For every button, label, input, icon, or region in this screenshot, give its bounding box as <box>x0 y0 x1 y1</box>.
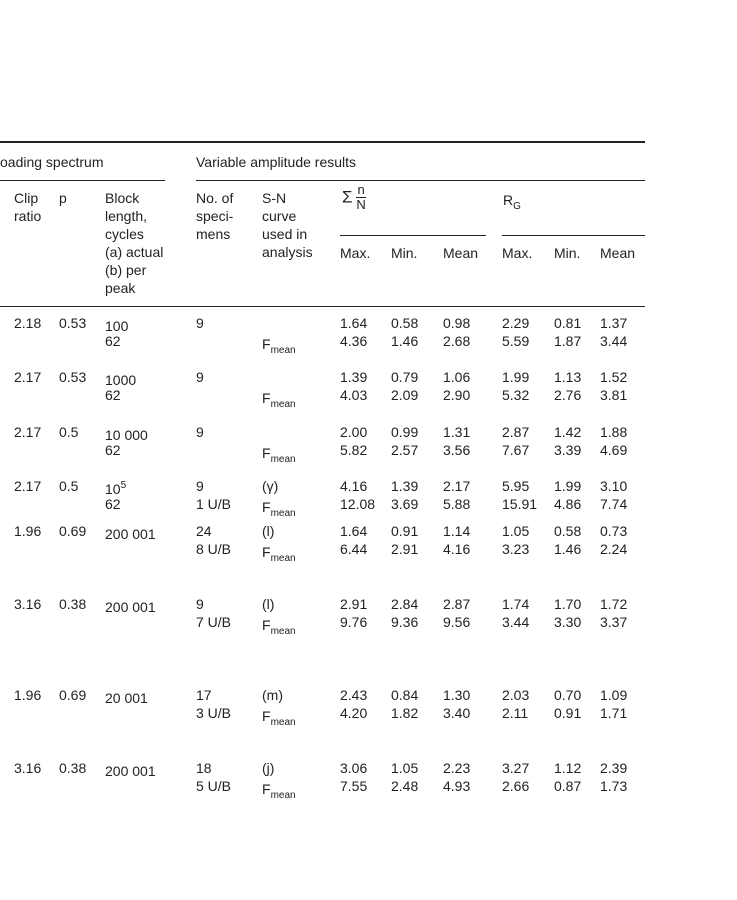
no-specimens-header-line: No. of <box>196 190 234 206</box>
sum-n-over-n-max-cell: 4.36 <box>340 333 368 349</box>
p-cell: 0.53 <box>59 315 87 331</box>
block-length-actual-cell <box>105 759 156 780</box>
sum-n-over-n-min-cell: 9.36 <box>391 614 419 630</box>
sn-curve-name-main: F <box>262 445 271 461</box>
block-length-actual-value: 10 <box>105 481 121 497</box>
sum-n-over-n-mean-cell: 3.56 <box>443 442 471 458</box>
block-length-header-line: length, <box>105 208 148 224</box>
sum-n-over-n-max-cell: 1.64 <box>340 523 368 539</box>
rg-mean-cell: 0.73 <box>600 523 628 539</box>
sn-curve-name-cell <box>262 780 296 805</box>
sn-curve-name-main: F <box>262 617 271 633</box>
sum-n-over-n-min-cell: 2.48 <box>391 778 419 794</box>
sn-curve-ref-cell: (γ) <box>262 478 279 494</box>
sum-n-over-n-max-cell: 2.00 <box>340 424 368 440</box>
rg-min-header: Min. <box>554 245 581 261</box>
sn-curve-name-sub: mean <box>270 790 296 801</box>
p-cell: 0.69 <box>59 523 87 539</box>
sum-n-over-n-min-cell: 3.69 <box>391 496 419 512</box>
rg-max-header: Max. <box>502 245 533 261</box>
rg-max-cell: 5.95 <box>502 478 530 494</box>
block-length-actual-cell <box>105 686 148 707</box>
clip-ratio-cell: 3.16 <box>14 760 42 776</box>
no-specimens-header <box>196 189 233 243</box>
rg-max-cell: 5.32 <box>502 387 530 403</box>
sn-curve-name-main: F <box>262 544 271 560</box>
rg-min-cell: 0.91 <box>554 705 582 721</box>
sum-n-over-n-mean-cell: 1.30 <box>443 687 471 703</box>
block-length-actual-value: 1000 <box>105 372 137 388</box>
sn-curve-name-main: F <box>262 499 271 515</box>
sn-curve-header-line: curve <box>262 208 297 224</box>
unbroken-specimens-cell: 8 U/B <box>196 541 232 557</box>
sum-n-over-n-max-cell: 4.16 <box>340 478 368 494</box>
sn-curve-ref-cell: (m) <box>262 687 283 703</box>
sum-n-over-n-mean-cell: 2.87 <box>443 596 471 612</box>
sn-curve-name-sub: mean <box>270 454 296 465</box>
sum-n-over-n-mean-cell: 3.40 <box>443 705 471 721</box>
sn-curve-name-sub: mean <box>270 399 296 410</box>
clip-ratio-cell: 2.18 <box>14 315 42 331</box>
sum-n-over-n-mean-cell: 2.23 <box>443 760 471 776</box>
block-length-header-line: peak <box>105 280 136 296</box>
sn-curve-name-main: F <box>262 708 271 724</box>
block-length-per-peak-cell: 62 <box>105 387 121 403</box>
sum-n-over-n-mean-cell: 1.06 <box>443 369 471 385</box>
block-length-actual-value: 200 001 <box>105 763 156 779</box>
rg-min-cell: 1.13 <box>554 369 582 385</box>
rg-min-cell: 1.46 <box>554 541 582 557</box>
sn-curve-name-main: F <box>262 390 271 406</box>
rg-max-cell: 2.03 <box>502 687 530 703</box>
sum-n-over-n-min-cell: 0.91 <box>391 523 419 539</box>
sn-curve-name-sub: mean <box>270 626 296 637</box>
sn-curve-name-cell <box>262 335 296 360</box>
rg-mean-cell: 3.81 <box>600 387 628 403</box>
rg-min-cell: 0.70 <box>554 687 582 703</box>
sum-n-over-n-mean-cell: 5.88 <box>443 496 471 512</box>
sum-n-over-n-min-cell: 2.09 <box>391 387 419 403</box>
specimens-cell: 9 <box>196 596 204 612</box>
block-length-header <box>105 189 163 297</box>
sn-curve-header-line: analysis <box>262 244 313 260</box>
clip-ratio-header-line: ratio <box>14 208 42 224</box>
variable-group-rule <box>196 180 645 181</box>
header-bottom-rule <box>0 306 645 307</box>
p-cell: 0.5 <box>59 478 79 494</box>
sn-mean-header: Mean <box>443 245 479 261</box>
specimens-cell: 24 <box>196 523 212 539</box>
sum-n-over-n-mean-cell: 1.14 <box>443 523 471 539</box>
sum-n-over-n-mean-cell: 1.31 <box>443 424 471 440</box>
sum-n-over-n-min-cell: 1.46 <box>391 333 419 349</box>
top-rule <box>0 141 645 143</box>
clip-ratio-header <box>14 189 41 225</box>
sn-curve-name-sub: mean <box>270 553 296 564</box>
sum-n-over-n-min-cell: 1.05 <box>391 760 419 776</box>
rg-mean-cell: 1.52 <box>600 369 628 385</box>
sum-n-over-n-max-cell: 6.44 <box>340 541 368 557</box>
sn-curve-name-cell <box>262 444 296 469</box>
rg-min-cell: 1.12 <box>554 760 582 776</box>
rg-min-cell: 0.87 <box>554 778 582 794</box>
sum-n-over-n-max-cell: 1.64 <box>340 315 368 331</box>
sum-n-over-n-mean-cell: 2.90 <box>443 387 471 403</box>
sum-n-over-n-mean-cell: 0.98 <box>443 315 471 331</box>
block-length-per-peak-cell: 62 <box>105 333 121 349</box>
rg-header-sub: G <box>513 200 521 212</box>
rg-mean-cell: 3.10 <box>600 478 628 494</box>
rg-max-cell: 1.99 <box>502 369 530 385</box>
rg-mean-cell: 1.71 <box>600 705 628 721</box>
clip-ratio-cell: 2.17 <box>14 369 42 385</box>
n-over-n-fraction <box>356 183 365 212</box>
sn-curve-header-line: S-N <box>262 190 287 206</box>
rg-max-cell: 3.23 <box>502 541 530 557</box>
no-specimens-header-line: speci- <box>196 208 234 224</box>
rg-min-cell: 0.58 <box>554 523 582 539</box>
fraction-denominator: N <box>356 197 366 212</box>
fraction-numerator: n <box>357 182 365 197</box>
rg-mean-header: Mean <box>600 245 636 261</box>
sn-curve-name-cell <box>262 543 296 568</box>
sum-n-over-n-max-cell: 7.55 <box>340 778 368 794</box>
sum-n-over-n-max-cell: 1.39 <box>340 369 368 385</box>
rg-max-cell: 7.67 <box>502 442 530 458</box>
block-length-actual-value: 20 001 <box>105 690 148 706</box>
rg-mean-cell: 3.44 <box>600 333 628 349</box>
block-length-per-peak-cell: 62 <box>105 442 121 458</box>
loading-spectrum-header: oading spectrum <box>0 154 104 170</box>
rg-max-cell: 2.66 <box>502 778 530 794</box>
sum-n-over-n-max-cell: 2.91 <box>340 596 368 612</box>
sum-n-over-n-mean-cell: 2.17 <box>443 478 471 494</box>
loading-group-rule <box>0 180 165 181</box>
clip-ratio-cell: 2.17 <box>14 478 42 494</box>
sn-curve-ref-cell: (j) <box>262 760 275 776</box>
specimens-cell: 9 <box>196 424 204 440</box>
sum-n-over-n-min-cell: 2.57 <box>391 442 419 458</box>
sn-curve-ref-cell: (l) <box>262 523 275 539</box>
block-length-actual-cell <box>105 522 156 543</box>
rg-max-cell: 2.29 <box>502 315 530 331</box>
block-length-exponent: 5 <box>120 480 127 491</box>
rg-max-cell: 2.11 <box>502 705 529 721</box>
sum-n-over-n-max-cell: 2.43 <box>340 687 368 703</box>
sn-curve-header-line: used in <box>262 226 308 242</box>
rg-max-cell: 1.05 <box>502 523 530 539</box>
sn-curve-header <box>262 189 313 261</box>
clip-ratio-cell: 1.96 <box>14 687 42 703</box>
clip-ratio-cell: 3.16 <box>14 596 42 612</box>
block-length-header-line: cycles <box>105 226 144 242</box>
block-length-actual-cell <box>105 595 156 616</box>
sn-min-header: Min. <box>391 245 418 261</box>
sum-n-over-n-min-cell: 0.58 <box>391 315 419 331</box>
p-cell: 0.38 <box>59 596 87 612</box>
sum-n-over-n-min-cell: 0.84 <box>391 687 419 703</box>
rg-mean-cell: 1.88 <box>600 424 628 440</box>
rg-mean-cell: 1.73 <box>600 778 628 794</box>
rg-mean-cell: 1.37 <box>600 315 628 331</box>
sn-curve-name-sub: mean <box>270 717 296 728</box>
rg-mean-cell: 2.24 <box>600 541 628 557</box>
sn-curve-name-main: F <box>262 336 271 352</box>
sum-n-over-n-min-cell: 0.99 <box>391 424 419 440</box>
rg-min-cell: 3.30 <box>554 614 582 630</box>
rg-mean-cell: 4.69 <box>600 442 628 458</box>
rg-max-cell: 2.87 <box>502 424 530 440</box>
clip-ratio-header-line: Clip <box>14 190 39 206</box>
sum-n-over-n-mean-cell: 9.56 <box>443 614 471 630</box>
rg-mean-cell: 1.72 <box>600 596 628 612</box>
rg-max-cell: 3.27 <box>502 760 530 776</box>
rg-min-cell: 1.99 <box>554 478 582 494</box>
sum-n-over-n-min-cell: 2.84 <box>391 596 419 612</box>
block-length-actual-value: 10 000 <box>105 427 148 443</box>
no-specimens-header-line: mens <box>196 226 231 242</box>
rg-max-cell: 5.59 <box>502 333 530 349</box>
rg-mean-cell: 1.09 <box>600 687 628 703</box>
rg-max-cell: 3.44 <box>502 614 530 630</box>
specimens-cell: 9 <box>196 315 204 331</box>
sum-n-over-n-max-cell: 4.03 <box>340 387 368 403</box>
block-length-actual-value: 200 001 <box>105 599 156 615</box>
sum-n-over-n-mean-cell: 4.93 <box>443 778 471 794</box>
sum-n-over-n-mean-cell: 4.16 <box>443 541 471 557</box>
sum-n-over-n-min-cell: 2.91 <box>391 541 419 557</box>
rg-header-main: R <box>503 192 514 208</box>
p-cell: 0.69 <box>59 687 87 703</box>
unbroken-specimens-cell: 5 U/B <box>196 778 232 794</box>
specimens-cell: 9 <box>196 369 204 385</box>
rg-min-cell: 1.42 <box>554 424 582 440</box>
rg-min-cell: 2.76 <box>554 387 582 403</box>
block-length-header-line: (b) per <box>105 262 147 278</box>
sum-n-over-n-mean-cell: 2.68 <box>443 333 471 349</box>
sum-n-over-n-max-cell: 4.20 <box>340 705 368 721</box>
sigma-n-over-n-header <box>342 183 366 212</box>
block-length-per-peak-cell: 62 <box>105 496 121 512</box>
rg-header <box>503 191 521 216</box>
unbroken-specimens-cell: 1 U/B <box>196 496 232 512</box>
sn-curve-name-sub: mean <box>270 345 296 356</box>
unbroken-specimens-cell: 3 U/B <box>196 705 232 721</box>
sn-curve-name-main: F <box>262 781 271 797</box>
sigma-subgroup-rule <box>340 235 486 236</box>
sn-max-header: Max. <box>340 245 371 261</box>
specimens-cell: 17 <box>196 687 212 703</box>
rg-min-cell: 3.39 <box>554 442 582 458</box>
p-header: p <box>59 190 67 206</box>
sum-n-over-n-max-cell: 9.76 <box>340 614 368 630</box>
sum-n-over-n-min-cell: 1.39 <box>391 478 419 494</box>
rg-min-cell: 1.87 <box>554 333 582 349</box>
sum-n-over-n-min-cell: 1.82 <box>391 705 419 721</box>
block-length-header-line: Block <box>105 190 140 206</box>
specimens-cell: 9 <box>196 478 204 494</box>
unbroken-specimens-cell: 7 U/B <box>196 614 232 630</box>
sn-curve-name-cell <box>262 616 296 641</box>
sn-curve-ref-cell: (l) <box>262 596 275 612</box>
rg-min-cell: 4.86 <box>554 496 582 512</box>
rg-mean-cell: 7.74 <box>600 496 628 512</box>
clip-ratio-cell: 1.96 <box>14 523 42 539</box>
rg-subgroup-rule <box>502 235 645 236</box>
sum-n-over-n-max-cell: 5.82 <box>340 442 368 458</box>
sn-curve-name-cell <box>262 707 296 732</box>
sum-n-over-n-max-cell: 3.06 <box>340 760 368 776</box>
clip-ratio-cell: 2.17 <box>14 424 42 440</box>
rg-max-cell: 1.74 <box>502 596 530 612</box>
rg-mean-cell: 2.39 <box>600 760 628 776</box>
p-cell: 0.5 <box>59 424 79 440</box>
sn-curve-name-sub: mean <box>270 508 296 519</box>
specimens-cell: 18 <box>196 760 212 776</box>
sum-n-over-n-min-cell: 0.79 <box>391 369 419 385</box>
block-length-header-line: (a) actual <box>105 244 164 260</box>
p-cell: 0.53 <box>59 369 87 385</box>
sn-curve-name-cell <box>262 498 296 523</box>
sn-curve-name-cell <box>262 389 296 414</box>
block-length-actual-value: 200 001 <box>105 526 156 542</box>
rg-min-cell: 0.81 <box>554 315 582 331</box>
rg-max-cell: 15.91 <box>502 496 538 512</box>
p-cell: 0.38 <box>59 760 87 776</box>
block-length-actual-value: 100 <box>105 318 129 334</box>
rg-min-cell: 1.70 <box>554 596 582 612</box>
sum-n-over-n-max-cell: 12.08 <box>340 496 376 512</box>
rg-mean-cell: 3.37 <box>600 614 628 630</box>
sigma-symbol: Σ <box>342 187 353 207</box>
variable-amplitude-header: Variable amplitude results <box>196 154 357 170</box>
